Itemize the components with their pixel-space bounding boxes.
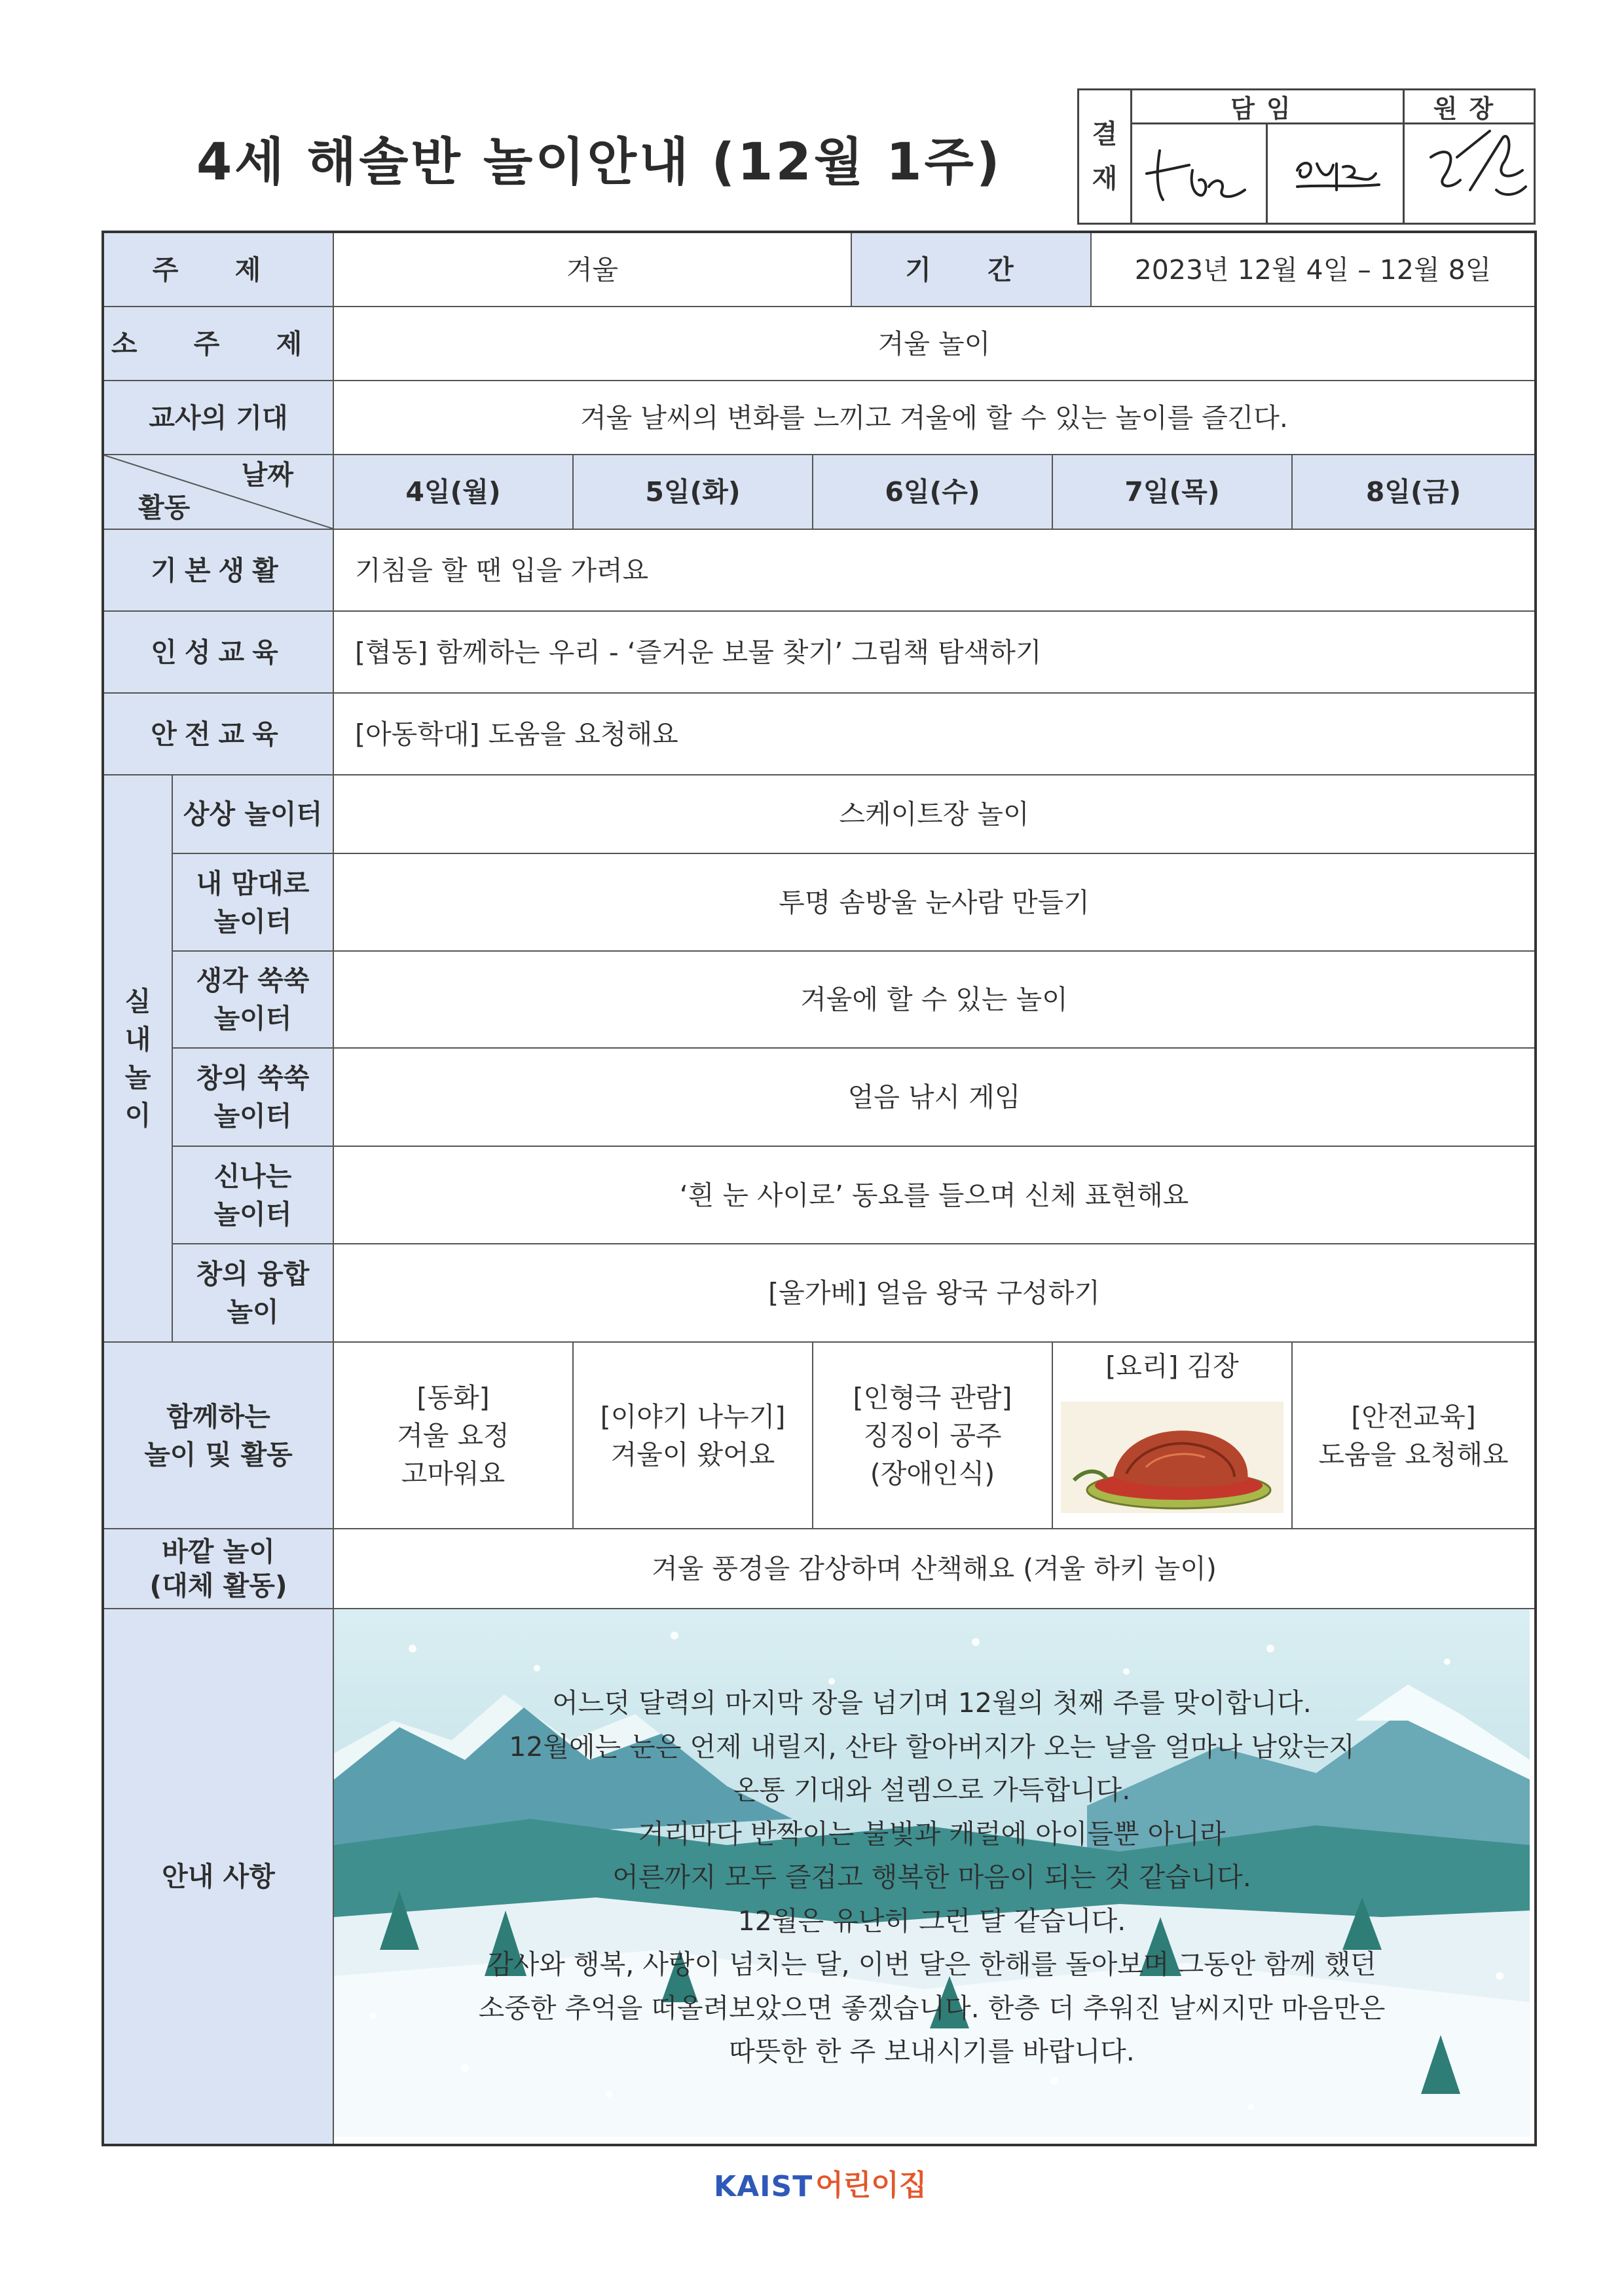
- indoor-item-value: 스케이트장 놀이: [334, 775, 1534, 854]
- indoor-item-value: 얼음 낚시 게임: [334, 1049, 1534, 1147]
- logo-name: 어린이집: [815, 2169, 927, 2202]
- notice-line: 따뜻한 한 주 보내시기를 바랍니다.: [729, 2036, 1135, 2067]
- indoor-item-label: 창의 쑥쑥 놀이터: [173, 1049, 334, 1147]
- indoor-play-group-label: 실 내 놀 이: [104, 775, 173, 1343]
- subject-label: 주 제: [104, 233, 334, 307]
- subsubject-label: 소 주 제: [104, 307, 334, 381]
- director-header: 원장: [1405, 90, 1534, 124]
- director-sign: [1405, 124, 1534, 223]
- indoor-item-label: 창의 융합 놀이: [173, 1244, 334, 1343]
- expectation-label: 교사의 기대: [104, 381, 334, 455]
- together-kimchi-label: [요리] 김장: [1105, 1351, 1239, 1382]
- outdoor-value: 겨울 풍경을 감상하며 산책해요 (겨울 하키 놀이): [334, 1529, 1534, 1609]
- day-header: 4일(월): [334, 455, 574, 530]
- together-label: 함께하는 놀이 및 활동: [104, 1343, 334, 1529]
- teacher-header: 담임: [1130, 90, 1405, 124]
- indoor-item-label: 내 맘대로 놀이터: [173, 854, 334, 952]
- together-cell-kimchi: [1053, 1343, 1293, 1529]
- together-cell: [인형극 관람] 징징이 공주 (장애인식): [813, 1343, 1053, 1529]
- together-cell: [동화] 겨울 요정 고마워요: [334, 1343, 574, 1529]
- indoor-item-label: 상상 놀이터: [173, 775, 334, 854]
- character-edu-label: 인성교육: [104, 612, 334, 694]
- notice-line: 소중한 추억을 떠올려보았으면 좋겠습니다. 한층 더 추워진 날씨지만 마음만은: [478, 1992, 1386, 2024]
- subsubject-value: 겨울 놀이: [334, 307, 1534, 381]
- character-edu-value: [협동] 함께하는 우리 - ‘즐거운 보물 찾기’ 그림책 탐색하기: [334, 612, 1534, 694]
- kimchi-illustration: [1061, 1402, 1283, 1513]
- period-label: 기 간: [852, 233, 1092, 307]
- approval-box: [1077, 88, 1536, 225]
- logo-brand: KAIST: [714, 2170, 813, 2203]
- notice-line: 12월에는 눈은 언제 내릴지, 산타 할아버지가 오는 날을 얼마나 남았는지: [509, 1730, 1355, 1763]
- outdoor-label: 바깥 놀이 (대체 활동): [104, 1529, 334, 1609]
- together-cell: [이야기 나누기] 겨울이 왔어요: [574, 1343, 813, 1529]
- date-activity-corner: [104, 455, 334, 530]
- expectation-value: 겨울 날씨의 변화를 느끼고 겨울에 할 수 있는 놀이를 즐긴다.: [334, 381, 1534, 455]
- day-header: 6일(수): [813, 455, 1053, 530]
- notice-label: 안내 사항: [104, 1609, 334, 2144]
- notice-line: 어른까지 모두 즐겁고 행복한 마음이 되는 것 같습니다.: [612, 1861, 1251, 1893]
- notice-text: [334, 1681, 1530, 2074]
- signature-1: [1134, 124, 1264, 223]
- indoor-item-value: 겨울에 할 수 있는 놀이: [334, 952, 1534, 1049]
- day-header: 7일(목): [1053, 455, 1293, 530]
- notice-line: 거리마다 반짝이는 불빛과 캐럴에 아이들뿐 아니라: [638, 1818, 1226, 1850]
- signature-2: [1271, 124, 1402, 223]
- notice-panel: [334, 1609, 1530, 2137]
- kaist-kindergarten-logo: [714, 2161, 927, 2203]
- together-cell: [안전교육] 도움을 요청해요: [1293, 1343, 1534, 1529]
- basic-life-label: 기본생활: [104, 530, 334, 612]
- notice-line: 감사와 행복, 사랑이 넘치는 달, 이번 달은 한해를 돌아보며 그동안 함께 했던: [487, 1949, 1376, 1980]
- indoor-item-value: [울가베] 얼음 왕국 구성하기: [334, 1244, 1534, 1343]
- teacher-sign-2: [1268, 124, 1405, 223]
- corner-activity-label: 활동: [138, 492, 191, 523]
- period-value: 2023년 12월 4일 – 12월 8일: [1092, 233, 1534, 307]
- notice-line: 온통 기대와 설렘으로 가득합니다.: [733, 1774, 1131, 1806]
- subject-value: 겨울: [334, 233, 852, 307]
- day-header: 8일(금): [1293, 455, 1534, 530]
- page-title: 4세 해솔반 놀이안내 (12월 1주): [196, 133, 1003, 192]
- notice-line: 12월은 유난히 그런 달 같습니다.: [737, 1905, 1126, 1937]
- corner-date-label: 날짜: [241, 459, 293, 491]
- safety-edu-label: 안전교육: [104, 694, 334, 775]
- approval-side-label: 결 재: [1079, 90, 1132, 223]
- indoor-item-value: 투명 솜방울 눈사람 만들기: [334, 854, 1534, 952]
- signature-3: [1405, 118, 1536, 223]
- teacher-sign-1: [1130, 124, 1268, 223]
- notice-line: 어느덧 달력의 마지막 장을 넘기며 12월의 첫째 주를 맞이합니다.: [552, 1687, 1312, 1719]
- basic-life-value: 기침을 할 땐 입을 가려요: [334, 530, 1534, 612]
- indoor-item-value: ‘흰 눈 사이로’ 동요를 들으며 신체 표현해요: [334, 1147, 1534, 1244]
- safety-edu-value: [아동학대] 도움을 요청해요: [334, 694, 1534, 775]
- indoor-item-label: 신나는 놀이터: [173, 1147, 334, 1244]
- day-header: 5일(화): [574, 455, 813, 530]
- indoor-item-label: 생각 쑥쑥 놀이터: [173, 952, 334, 1049]
